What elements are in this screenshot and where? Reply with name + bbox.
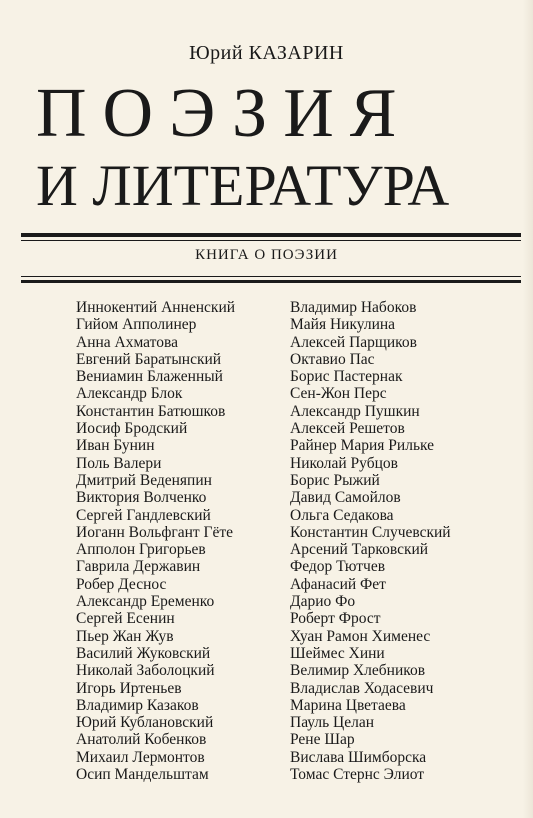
page-edge-shadow <box>523 0 533 818</box>
poet-name: Дмитрий Веденяпин <box>76 471 212 489</box>
poet-name: Василий Жуковский <box>76 644 211 662</box>
poet-name: Райнер Мария Рильке <box>290 437 435 455</box>
poet-name: Гаврила Державин <box>76 558 201 576</box>
poet-name: Константин Батюшков <box>76 402 226 420</box>
poet-name: Давид Самойлов <box>290 489 401 507</box>
poet-name: Евгений Баратынский <box>76 350 222 368</box>
poet-name: Константин Случевский <box>290 523 451 541</box>
poet-name: Сен-Жон Перс <box>290 385 387 403</box>
rule-bottom-thin <box>21 276 521 277</box>
rule-top-thin <box>21 240 521 241</box>
poet-name: Вислава Шимборска <box>290 748 427 766</box>
poets-list-right <box>290 299 451 783</box>
poet-name: Иосиф Бродский <box>76 420 188 438</box>
poet-name: Иннокентий Анненский <box>76 299 236 316</box>
poet-name: Гийом Апполинер <box>76 316 197 334</box>
poet-name: Юрий Кублановский <box>76 714 214 732</box>
poet-name: Осип Мандельштам <box>76 766 209 784</box>
poet-name: Александр Еременко <box>76 593 215 611</box>
rule-bottom-thick <box>21 280 521 283</box>
poet-name: Томас Стернс Элиот <box>290 766 425 784</box>
poet-name: Владимир Набоков <box>290 299 417 316</box>
poet-name: Игорь Иртеньев <box>76 679 182 697</box>
poet-name: Михаил Лермонтов <box>76 748 205 766</box>
poet-name: Виктория Волченко <box>76 489 207 507</box>
poet-name: Вениамин Блаженный <box>76 368 223 386</box>
title-line-1: ПОЭЗИЯ <box>36 75 413 152</box>
poet-name: Владислав Ходасевич <box>290 679 434 697</box>
poet-name: Велимир Хлебников <box>290 662 426 680</box>
poet-name: Николай Заболоцкий <box>76 662 215 680</box>
poet-name: Марина Цветаева <box>290 696 406 714</box>
poet-name: Робер Деснос <box>76 575 167 593</box>
poet-name: Борис Пастернак <box>290 368 403 386</box>
poet-name: Рене Шар <box>290 731 355 749</box>
poet-name: Сергей Есенин <box>76 610 175 628</box>
poet-name: Майя Никулина <box>290 316 396 334</box>
poet-name: Дарио Фо <box>290 593 356 611</box>
poet-name: Николай Рубцов <box>290 454 398 472</box>
poet-name: Анна Ахматова <box>76 333 178 351</box>
poet-name: Ольга Седакова <box>290 506 394 524</box>
poet-name: Афанасий Фет <box>290 575 386 593</box>
poet-name: Алексей Решетов <box>290 420 405 438</box>
poet-name: Анатолий Кобенков <box>76 731 207 749</box>
poet-name: Поль Валери <box>76 454 162 472</box>
poet-name: Пьер Жан Жув <box>76 627 174 645</box>
title-line-2: И ЛИТЕРАТУРА <box>36 153 450 218</box>
poet-name: Роберт Фрост <box>290 610 381 628</box>
poet-name: Хуан Рамон Хименес <box>290 627 431 645</box>
poet-name: Александр Блок <box>76 385 183 403</box>
poet-name: Шеймес Хини <box>290 644 385 662</box>
poet-name: Алексей Парщиков <box>290 333 417 351</box>
poet-name: Иван Бунин <box>76 437 155 455</box>
poet-name: Арсений Тарковский <box>290 541 429 559</box>
subtitle: КНИГА О ПОЭЗИИ <box>195 247 338 263</box>
rule-top-thick <box>21 233 521 237</box>
poet-name: Октавио Пас <box>290 350 375 368</box>
poet-name: Пауль Целан <box>290 714 375 732</box>
poet-name: Александр Пушкин <box>290 402 420 420</box>
poet-name: Апполон Григорьев <box>76 541 206 559</box>
author-name: Юрий КАЗАРИН <box>189 42 344 64</box>
poet-name: Сергей Гандлевский <box>76 506 211 524</box>
poets-list-left <box>76 299 235 783</box>
poet-name: Владимир Казаков <box>76 696 199 714</box>
poet-name: Федор Тютчев <box>290 558 386 576</box>
poet-name: Борис Рыжий <box>290 471 380 489</box>
poet-name: Иоганн Вольфгант Гёте <box>76 523 234 541</box>
